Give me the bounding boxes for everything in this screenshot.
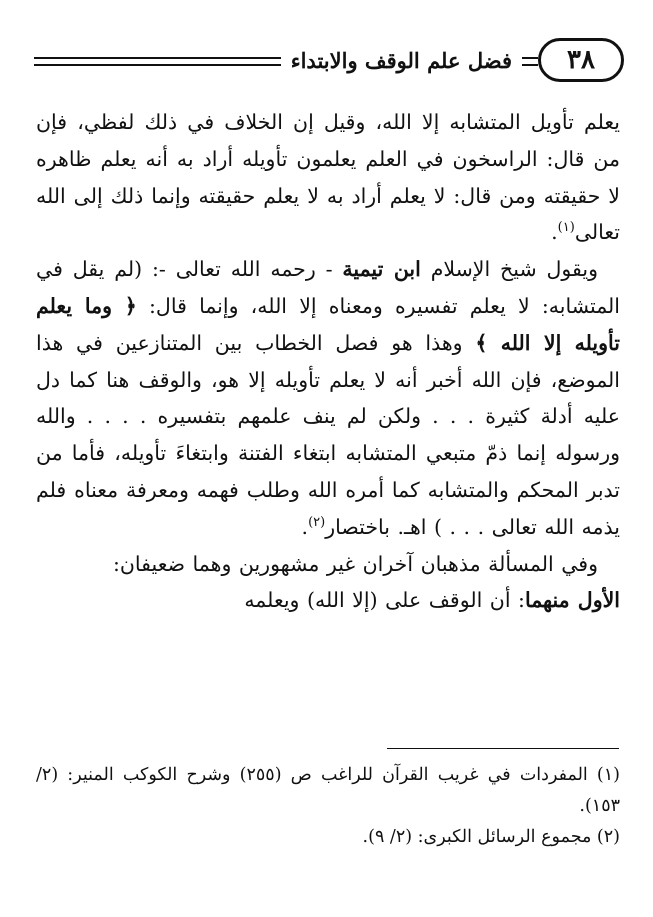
paragraph-2-intro: ويقول شيخ الإسلام xyxy=(420,257,598,282)
quran-verse: ﴿ وما يعلم تأويله إلا الله ﴾ xyxy=(36,293,620,355)
paragraph-3: وفي المسألة مذهبان آخران غير مشهورين وهما ضعيفان: xyxy=(112,551,598,576)
paragraph-2 xyxy=(36,251,620,545)
footnote-divider xyxy=(387,748,619,749)
footnote-2: (٢) مجموع الرسائل الكبرى: (٢/ ٩). xyxy=(362,827,620,847)
footnote-1: (١) المفردات في غريب القرآن للراغب ص (٢٥٥) وشرح الكوكب المنير: (٢/ ١٥٣). xyxy=(36,765,620,816)
paragraph-4 xyxy=(36,582,620,619)
main-text xyxy=(36,104,620,619)
paragraph-1 xyxy=(36,104,620,251)
scholar-name: ابن تيمية xyxy=(342,257,421,282)
footnotes xyxy=(36,760,620,853)
first-opinion-label: الأول منهما xyxy=(524,588,620,613)
paragraph-2-quote-body: وهذا هو فصل الخطاب بين المتنازعين في هذا الموضع، فإن الله أخبر أنه لا يعلم تأويله إلا هو، والوقف هنا كما دل عليه أدلة كثيرة . . . ولكن لم ينف علمهم بتفسيره . . . . والله ورسوله إنما ذمّ متبعي المتشابه ابتغاء الفتنة وابتغاءَ تأويله، فأما من تدبر المحكم والمتشابه كما أمره الله وطلب فهمه ومعرفة معناه فلم يذمه الله تعالى . . . ) اهـ. باختصار xyxy=(36,330,620,539)
footnote-ref-1: (١) xyxy=(557,220,575,236)
paragraph-2-quote-start: - رحمه الله تعالى -: (لم يقل في المتشابه: لا يعلم تفسيره ومعناه إلا الله، وإنما قال: xyxy=(36,257,620,318)
paragraph-4-text: : أن الوقف على (إلا الله) ويعلمه xyxy=(244,588,525,613)
footnote-ref-2: (٢) xyxy=(308,514,326,530)
running-header xyxy=(34,38,624,84)
paragraph-2-end: . xyxy=(301,514,309,539)
paragraph-1-end: . xyxy=(551,220,558,245)
page-number-badge: ٣٨ xyxy=(538,38,624,82)
running-title: فضل علم الوقف والابتداء xyxy=(281,43,522,79)
paragraph-1-text: يعلم تأويل المتشابه إلا الله، وقيل إن الخلاف في ذلك لفظي، فإن من قال: الراسخون في العلم يعلمون تأويله أراد به أنه يعلم ظاهره لا حقيقته ومن قال: لا يعلم أراد به لا يعلم حقيقته وإنما ذلك إلى الله تعالى xyxy=(36,110,620,245)
